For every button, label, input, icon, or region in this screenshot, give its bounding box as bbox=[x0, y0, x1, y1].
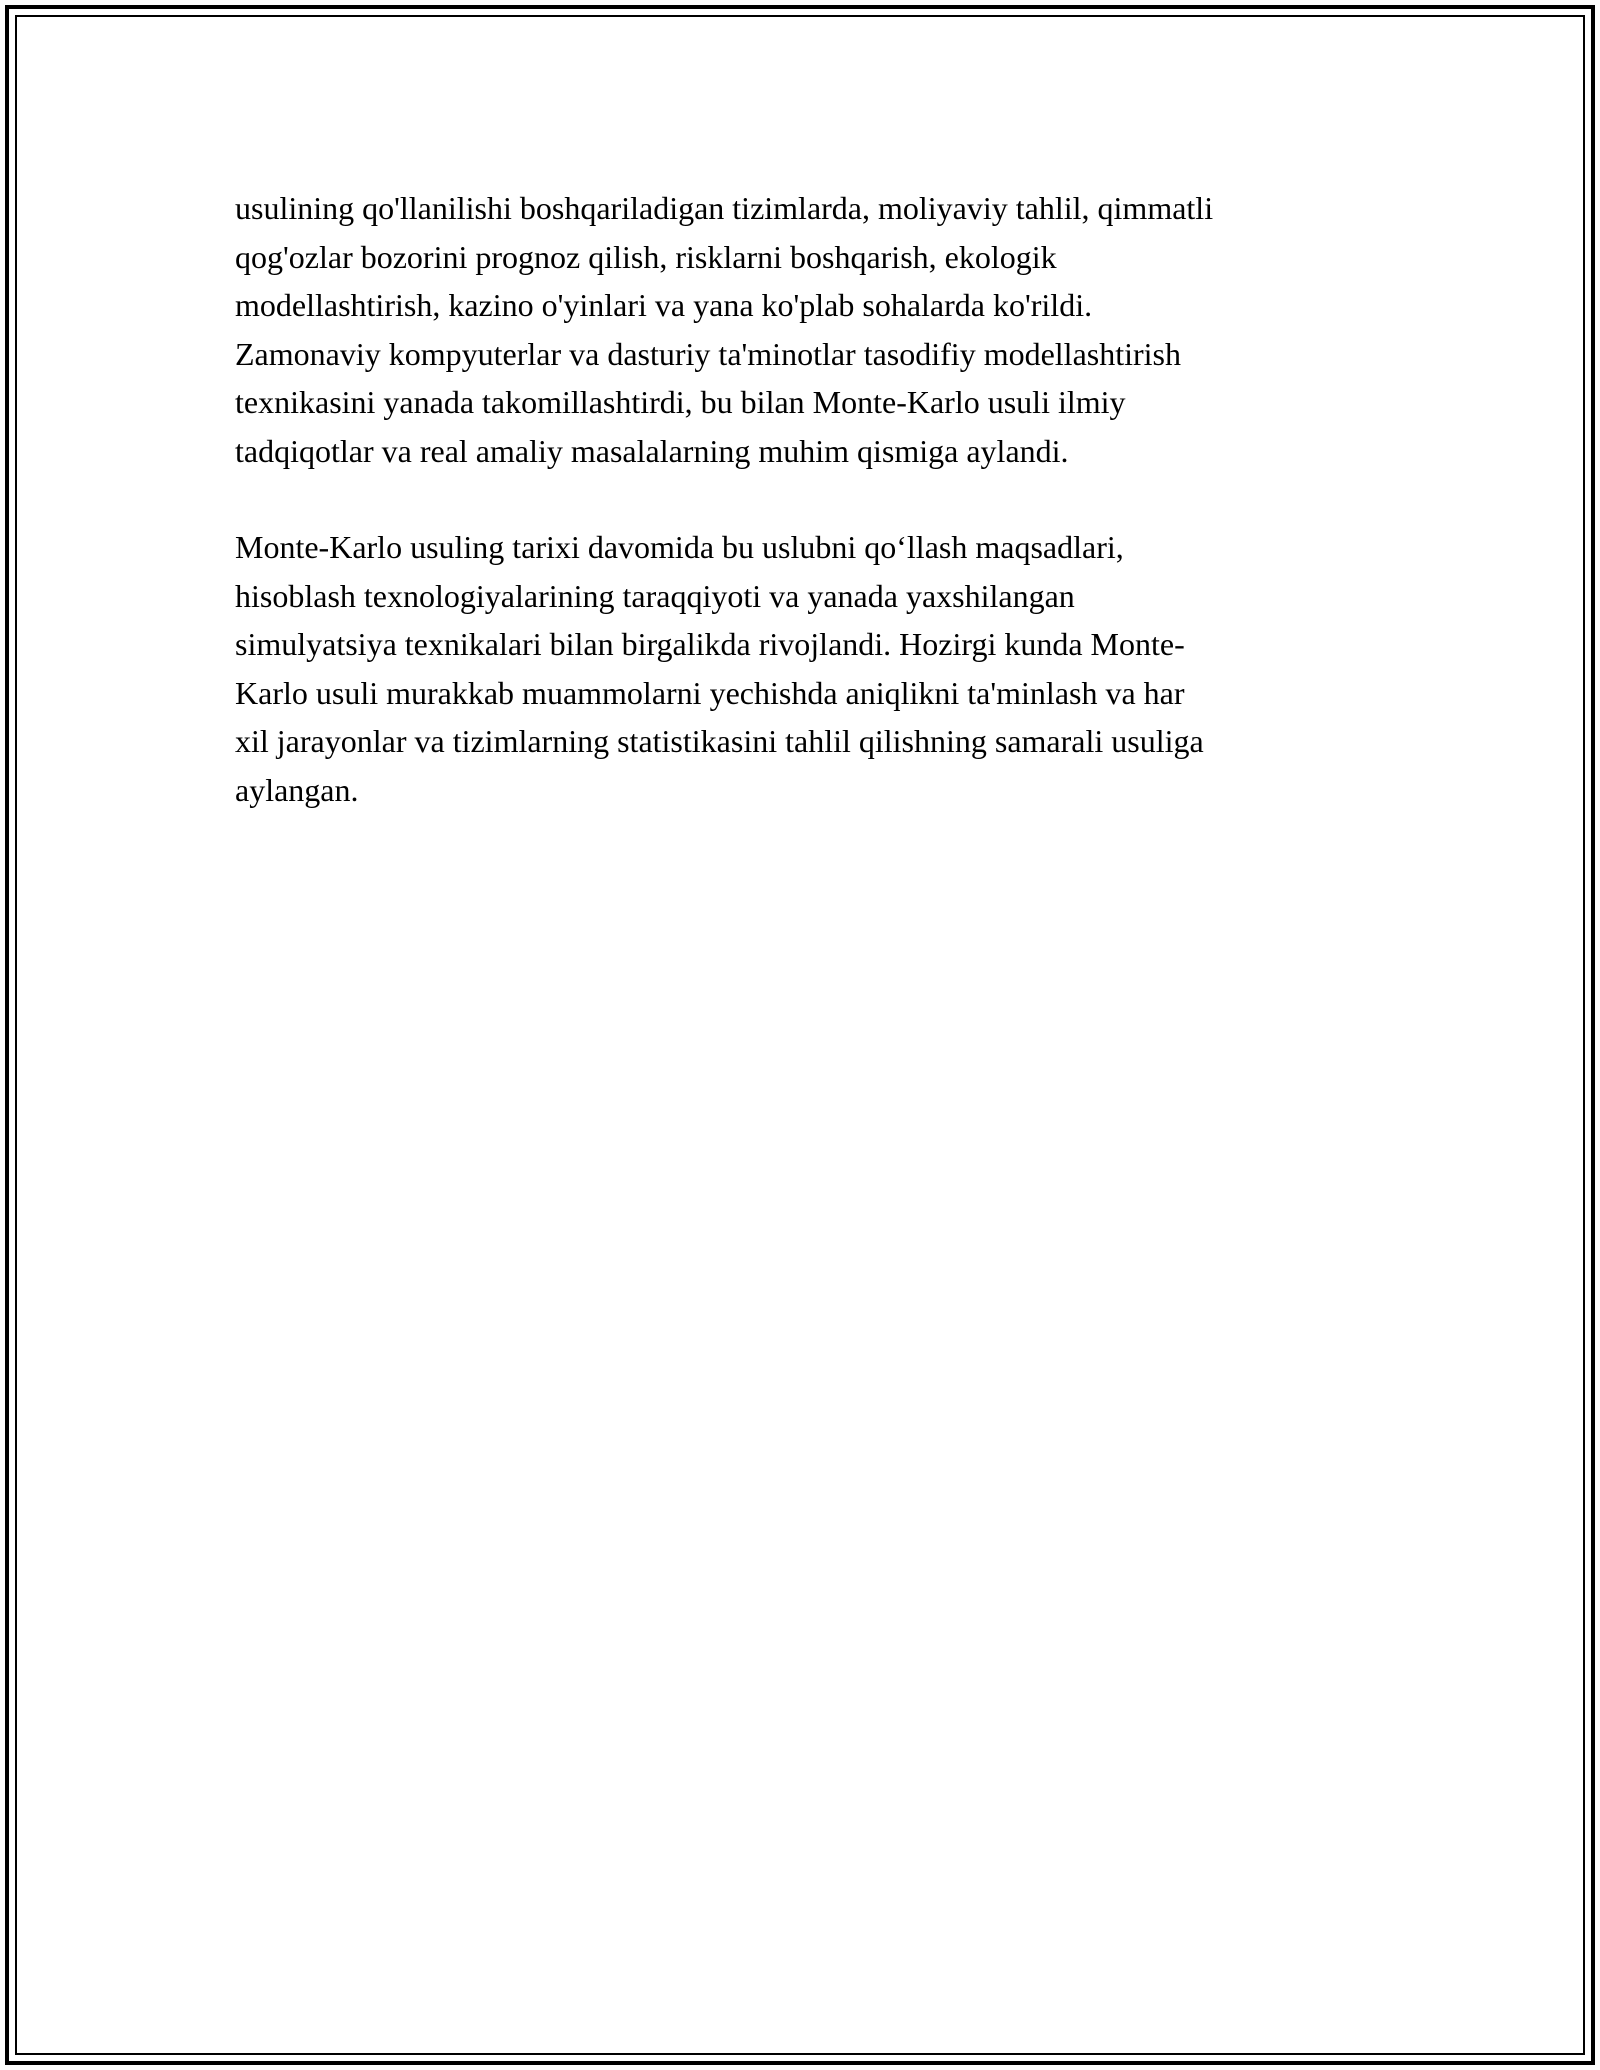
text-line: xil jarayonlar va tizimlarning statistikasini tahlil qilishning samarali usuliga bbox=[235, 723, 1204, 759]
text-line: modellashtirish, kazino o'yinlari va yana ko'plab sohalarda ko'rildi. bbox=[235, 287, 1093, 323]
text-line: texnikasini yanada takomillashtirdi, bu bilan Monte-Karlo usuli ilmiy bbox=[235, 384, 1126, 420]
text-line: aylangan. bbox=[235, 771, 359, 808]
text-line: tadqiqotlar va real amaliy masalalarning muhim qismiga aylandi. bbox=[235, 432, 1069, 469]
paragraph-2 bbox=[235, 523, 1370, 814]
document-body bbox=[235, 184, 1370, 814]
paragraph-spacer bbox=[235, 475, 1370, 523]
text-line: Zamonaviy kompyuterlar va dasturiy ta'minotlar tasodifiy modellashtirish bbox=[235, 335, 1181, 372]
text-line: simulyatsiya texnikalari bilan birgalikda rivojlandi. Hozirgi kunda Monte- bbox=[235, 626, 1185, 662]
text-line: hisoblash texnologiyalarining taraqqiyoti va yanada yaxshilangan bbox=[235, 577, 1075, 614]
text-line: usulining qo'llanilishi boshqariladigan tizimlarda, moliyaviy tahlil, qimmatli bbox=[235, 190, 1214, 226]
text-line: qog'ozlar bozorini prognoz qilish, risklarni boshqarish, ekologik bbox=[235, 238, 1057, 275]
paragraph-1 bbox=[235, 184, 1370, 475]
text-line: Karlo usuli murakkab muammolarni yechishda aniqlikni ta'minlash va har bbox=[235, 674, 1185, 711]
text-line: Monte-Karlo usuling tarixi davomida bu uslubni qo‘llash maqsadlari, bbox=[235, 529, 1124, 565]
